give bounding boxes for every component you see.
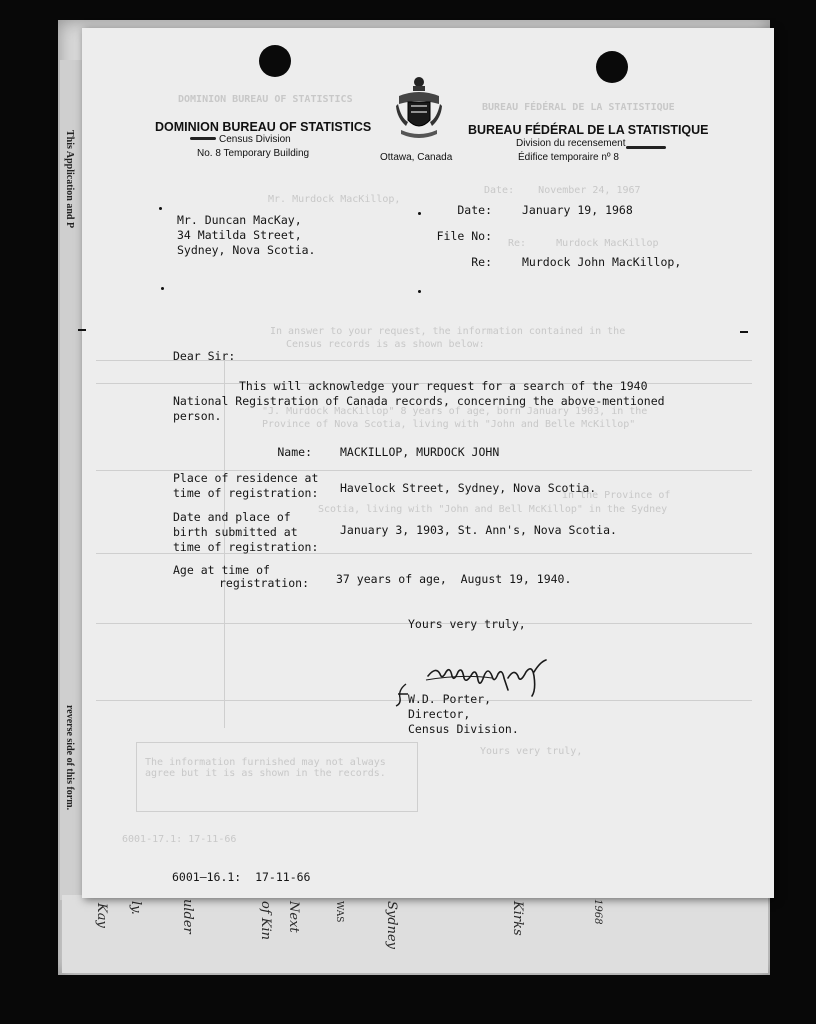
name-value: MACKILLOP, MURDOCK JOHN bbox=[340, 445, 500, 459]
re-label: Re: bbox=[471, 255, 492, 269]
scribble: 1968 bbox=[592, 899, 603, 925]
ghost-line: "J. Murdock MacKillop" 8 years of age, born January 1903, in the bbox=[262, 406, 648, 417]
header-left-building: No. 8 Temporary Building bbox=[197, 148, 310, 159]
name-label: Name: bbox=[277, 445, 312, 459]
recipient-line-3: Sydney, Nova Scotia. bbox=[177, 243, 316, 257]
recipient-line-1: Mr. Duncan MacKay, bbox=[177, 213, 302, 227]
scribble: Kay bbox=[94, 903, 109, 928]
date-value: January 19, 1968 bbox=[522, 203, 633, 217]
scribble: ly. bbox=[128, 901, 143, 915]
header-left-division: Census Division bbox=[219, 134, 291, 145]
re-value: Murdock John MacKillop, bbox=[522, 255, 682, 269]
ghost-line: Date: November 24, 1967 bbox=[484, 185, 641, 196]
ghost-line: Mr. Murdock MacKillop, bbox=[268, 194, 401, 205]
scribble: of Kin bbox=[258, 901, 273, 941]
ghost-line: In answer to your request, the information contained in the bbox=[270, 326, 626, 337]
ghost-line: Census records is as shown below: bbox=[286, 339, 485, 350]
scribble: Next bbox=[286, 901, 301, 933]
fold-mark bbox=[740, 331, 748, 333]
coat-of-arms-icon bbox=[395, 74, 443, 140]
recipient-line-2: 34 Matilda Street, bbox=[177, 228, 302, 242]
header-center-city: Ottawa, Canada bbox=[380, 152, 453, 163]
ghost-closing: Yours very truly, bbox=[480, 746, 583, 757]
birth-label-3: time of registration: bbox=[173, 540, 319, 554]
header-left-title: DOMINION BUREAU OF STATISTICS bbox=[155, 120, 372, 134]
closing: Yours very truly, bbox=[408, 617, 526, 631]
scribble: ulder bbox=[180, 899, 195, 934]
signer-name: W.D. Porter, bbox=[408, 692, 492, 706]
punch-hole bbox=[596, 51, 628, 83]
paragraph-line-2: National Registration of Canada records, concerning the above-mentioned bbox=[173, 394, 665, 408]
residence-label-2: time of registration: bbox=[173, 486, 319, 500]
paragraph-line-3: person. bbox=[173, 409, 222, 423]
residence-value: Havelock Street, Sydney, Nova Scotia. bbox=[340, 481, 597, 495]
ghost-header-right: BUREAU FÉDÉRAL DE LA STATISTIQUE bbox=[482, 102, 675, 113]
ghost-box-text: The information furnished may not always agree but it is as shown in the records. bbox=[145, 757, 386, 779]
salutation: Dear Sir: bbox=[173, 349, 236, 363]
pen-mark bbox=[190, 137, 216, 140]
header-right-title: BUREAU FÉDÉRAL DE LA STATISTIQUE bbox=[468, 123, 709, 137]
age-label-2: registration: bbox=[218, 576, 309, 590]
ghost-line: Scotia, living with "John and Bell McKillop" in the Sydney bbox=[318, 504, 668, 515]
underlying-form-strip bbox=[62, 895, 768, 973]
signer-title: Director, bbox=[408, 707, 471, 721]
residence-label-1: Place of residence at bbox=[173, 471, 319, 485]
pen-mark bbox=[626, 146, 666, 149]
letter-paper bbox=[82, 28, 774, 898]
paragraph-line-1: This will acknowledge your request for a search of the 1940 bbox=[239, 379, 648, 393]
ghost-box bbox=[136, 742, 418, 812]
age-value: 37 years of age, August 19, 1940. bbox=[336, 572, 572, 586]
date-label: Date: bbox=[457, 203, 492, 217]
scribble: WAS bbox=[334, 901, 344, 923]
ghost-line: Province of Nova Scotia, living with "John and Belle McKillop" bbox=[262, 419, 636, 430]
fold-mark bbox=[78, 329, 86, 331]
punch-hole bbox=[259, 45, 291, 77]
birth-label-1: Date and place of bbox=[173, 510, 291, 524]
registration-dot bbox=[418, 290, 421, 293]
scribble: Sydney bbox=[384, 901, 399, 949]
ghost-line: Re: Murdock MacKillop bbox=[508, 238, 659, 249]
birth-label-2: birth submitted at bbox=[173, 525, 298, 539]
side-margin-text-bottom: reverse side of this form. bbox=[64, 705, 75, 811]
registration-dot bbox=[159, 207, 162, 210]
header-right-division: Division du recensement bbox=[516, 138, 626, 149]
birth-value: January 3, 1903, St. Ann's, Nova Scotia. bbox=[340, 523, 617, 537]
ghost-header-left: DOMINION BUREAU OF STATISTICS bbox=[178, 94, 353, 105]
form-number: 6001—16.1: 17-11-66 bbox=[172, 870, 311, 884]
ghost-form-number: 6001-17.1: 17-11-66 bbox=[122, 834, 237, 845]
scribble: Kirks bbox=[510, 901, 525, 936]
registration-dot bbox=[161, 287, 164, 290]
signer-division: Census Division. bbox=[408, 722, 519, 736]
file-label: File No: bbox=[436, 229, 492, 243]
ghost-line: in the Province of bbox=[562, 490, 671, 501]
side-margin-text-top: This Application and P bbox=[64, 130, 75, 229]
header-right-building: Édifice temporaire nº 8 bbox=[518, 152, 619, 163]
age-label-1: Age at time of bbox=[173, 563, 270, 577]
